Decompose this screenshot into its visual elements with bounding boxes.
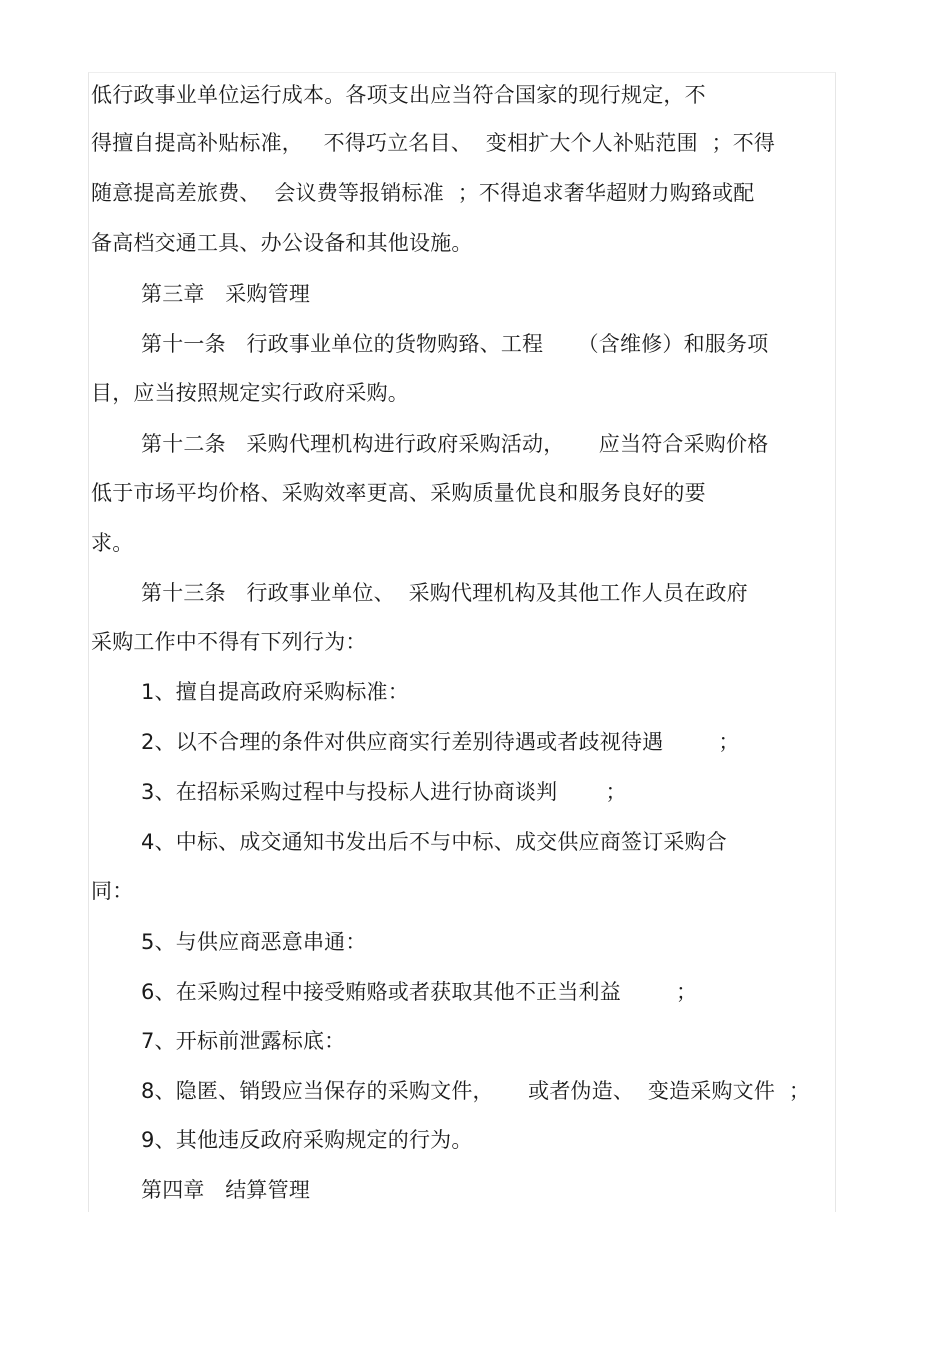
article-eleven: 第十一条 行政事业单位的货物购臵、工程 （含维修）和服务项 xyxy=(141,332,769,356)
list-item-6: 6、在采购过程中接受贿赂或者获取其他不正当利益 ； xyxy=(141,980,698,1004)
list-item-3: 3、在招标采购过程中与投标人进行协商谈判 ； xyxy=(141,780,627,804)
chapter-four-heading: 第四章 结算管理 xyxy=(141,1178,311,1202)
text-line-3: 随意提高差旅费、 会议费等报销标准 ；不得追求奢华超财力购臵或配 xyxy=(91,181,755,205)
list-item-4-cont: 同： xyxy=(91,879,134,903)
list-item-2: 2、以不合理的条件对供应商实行差别待遇或者歧视待遇 ； xyxy=(141,730,740,754)
list-item-9: 9、其他违反政府采购规定的行为。 xyxy=(141,1128,473,1152)
article-twelve-cont-2: 求。 xyxy=(91,531,134,555)
list-item-8: 8、隐匿、销毁应当保存的采购文件， 或者伪造、 变造采购文件 ； xyxy=(141,1079,811,1103)
article-thirteen-cont: 采购工作中不得有下列行为： xyxy=(91,630,367,654)
list-item-7: 7、开标前泄露标底： xyxy=(141,1029,346,1053)
article-thirteen: 第十三条 行政事业单位、 采购代理机构及其他工作人员在政府 xyxy=(141,581,748,605)
article-twelve: 第十二条 采购代理机构进行政府采购活动， 应当符合采购价格 xyxy=(141,432,769,456)
text-line-2: 得擅自提高补贴标准， 不得巧立名目、 变相扩大个人补贴范围 ；不得 xyxy=(91,131,776,155)
list-item-5: 5、与供应商恶意串通： xyxy=(141,930,367,954)
list-item-4: 4、中标、成交通知书发出后不与中标、成交供应商签订采购合 xyxy=(141,830,727,854)
article-eleven-cont: 目，应当按照规定实行政府采购。 xyxy=(91,381,409,405)
chapter-three-heading: 第三章 采购管理 xyxy=(141,282,311,306)
article-twelve-cont-1: 低于市场平均价格、采购效率更高、采购质量优良和服务良好的要 xyxy=(91,481,706,505)
text-line-4: 备高档交通工具、办公设备和其他设施。 xyxy=(91,231,473,255)
text-line-1: 低行政事业单位运行成本。各项支出应当符合国家的现行规定，不 xyxy=(91,83,706,107)
list-item-1: 1、擅自提高政府采购标准： xyxy=(141,680,409,704)
